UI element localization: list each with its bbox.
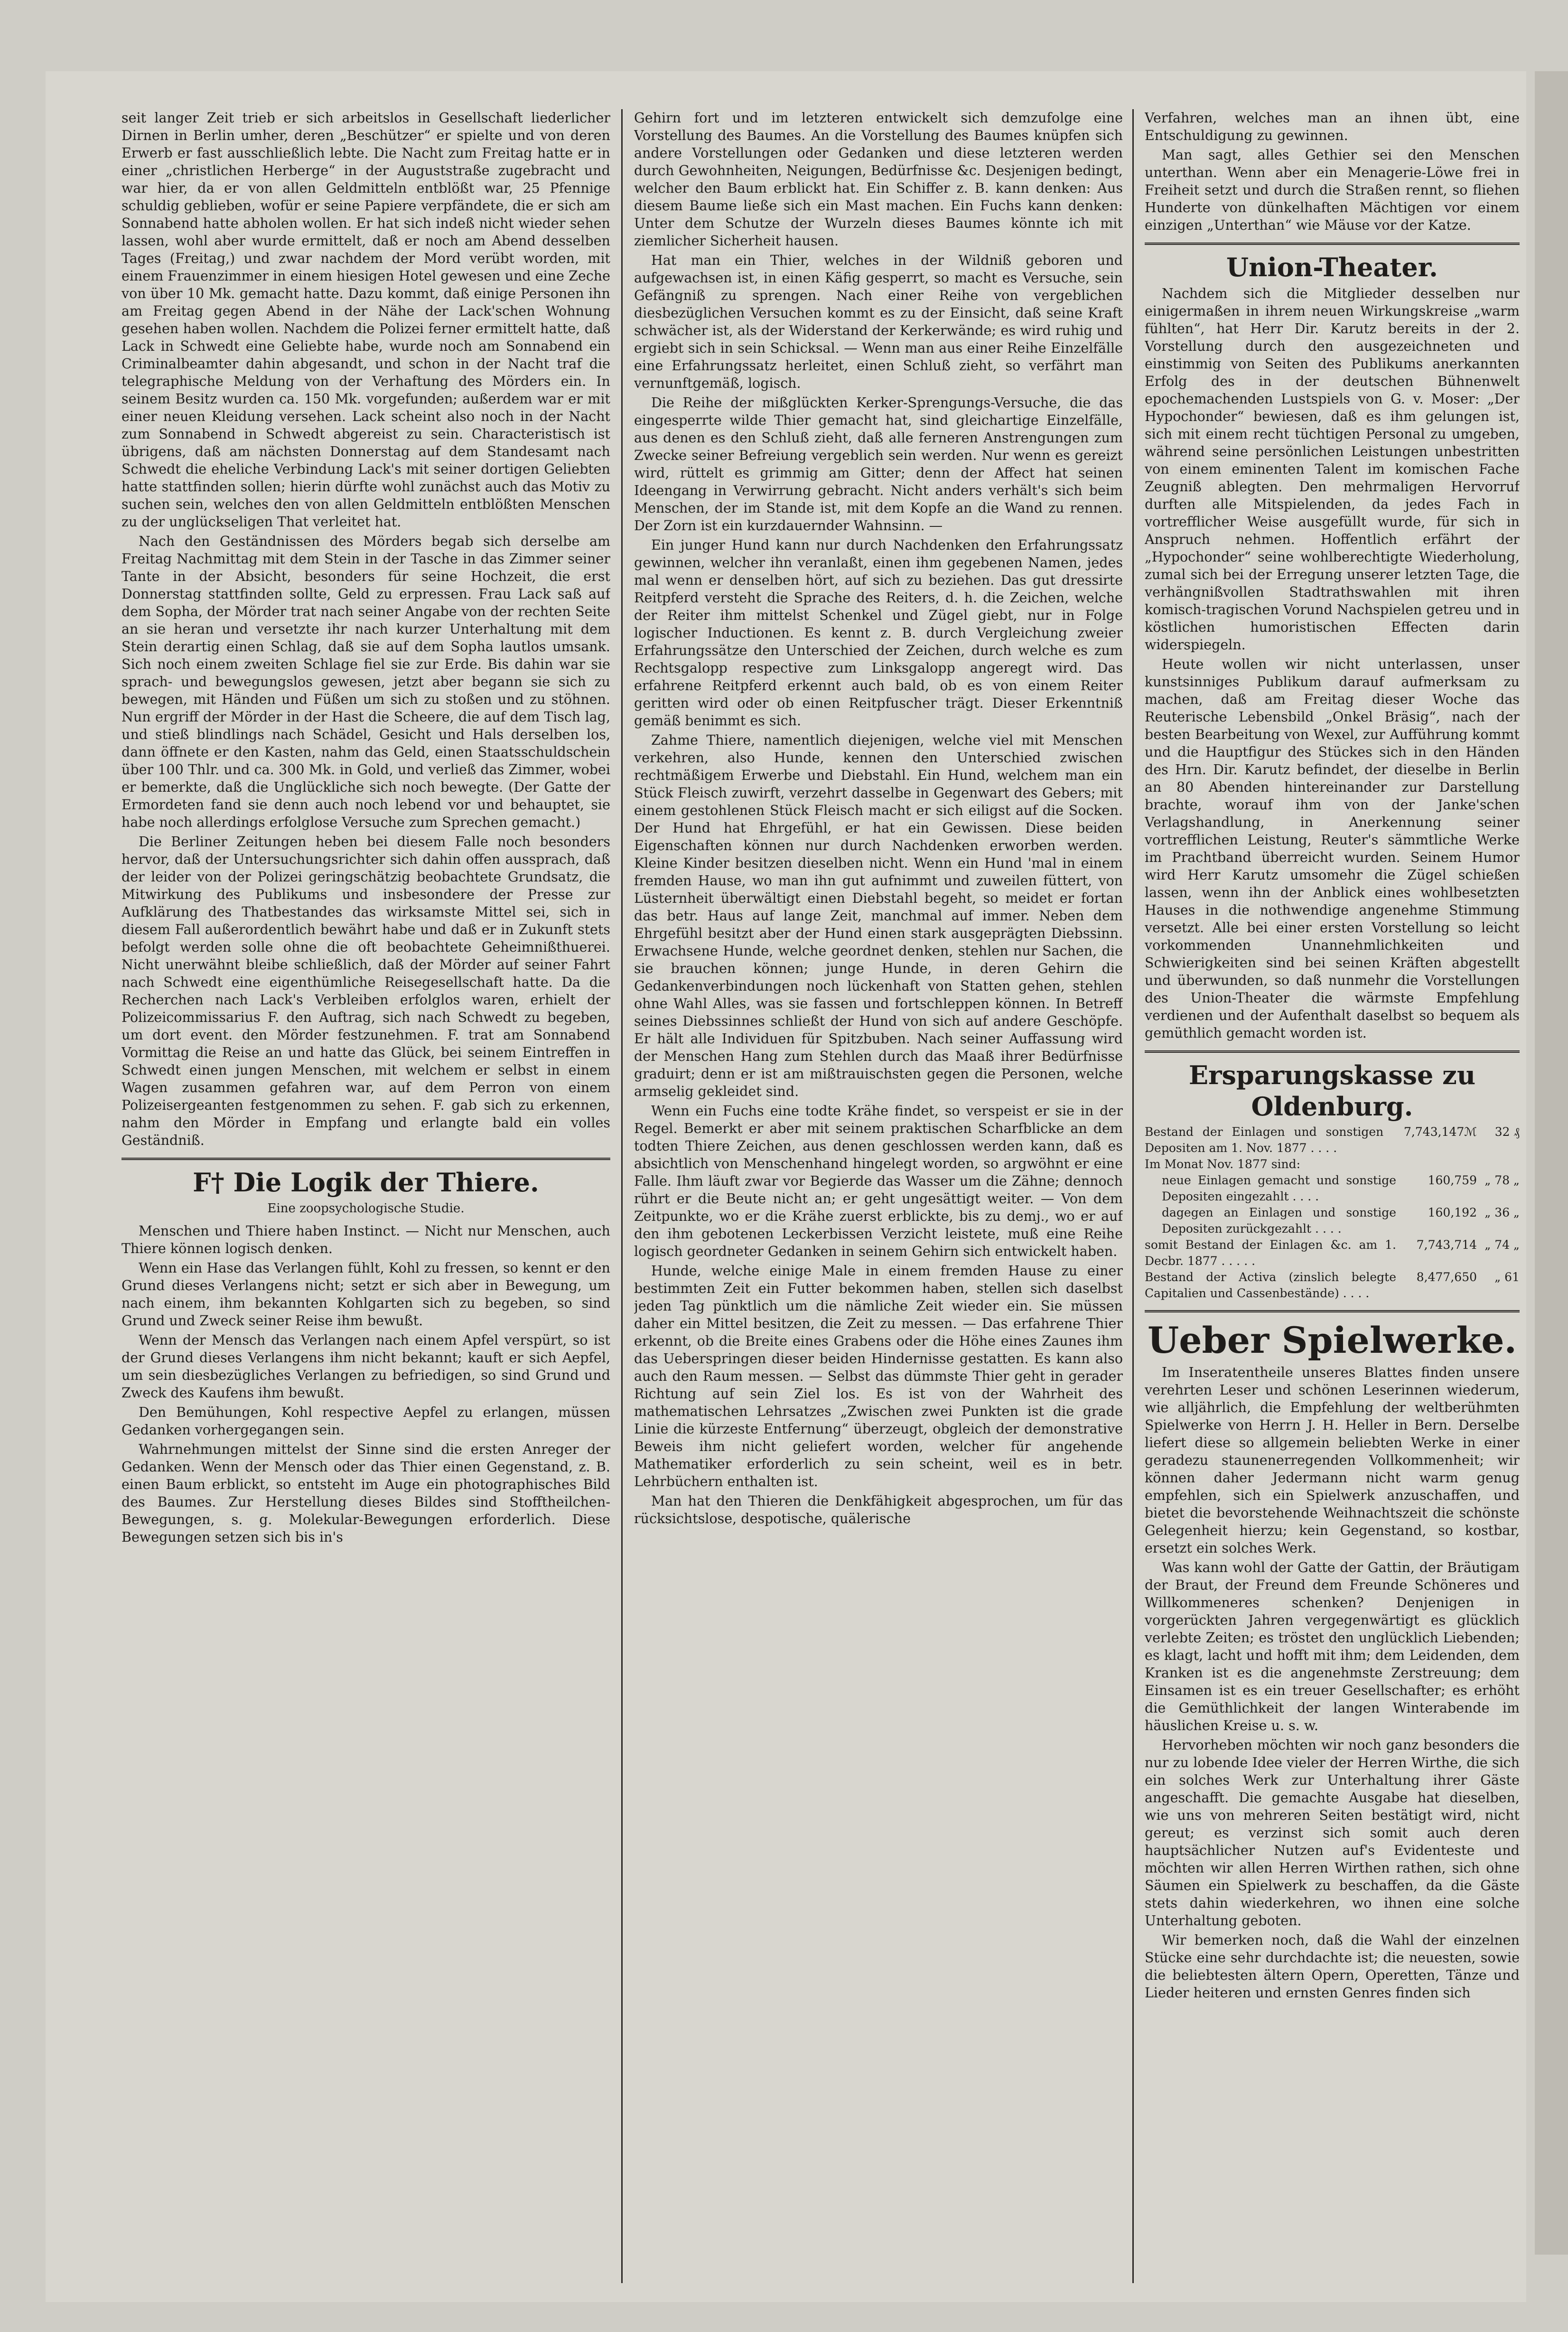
article-title-spielwerke: Ueber Spielwerke.	[1147, 1319, 1517, 1361]
statement-amount: 8,477,650	[1416, 1270, 1477, 1284]
paragraph: Hervorheben möchten wir noch ganz besonders die nur zu lobende Idee vieler der Herren Wirthe, die sich ein solches Werk zur Unterhaltung ihrer Gäste angeschafft. Die gemachte Ausgabe hat dieselben, wie uns von mehreren Seiten bestätigt wird, nicht gereut; es verzinst sich somit auch deren hauptsächlicher Nutzen auf's Evidenteste und möchten wir allen Herren Wirthen rathen, sich ohne Säumen ein Spielwerk zu beschaffen, da die Gäste stets dahin wiederkehren, wo ihnen eine solche Unterhaltung geboten.	[1145, 1737, 1520, 1929]
paragraph: Den Bemühungen, Kohl respective Aepfel zu erlangen, müssen Gedanken vorhergegangen sein.	[121, 1405, 610, 1438]
section-divider	[1145, 1050, 1520, 1053]
paragraph: Im Inseratentheile unseres Blattes finden unsere verehrten Leser und schönen Leserinnen wiederum, wie alljährlich, die Empfehlung der weltberühmten Spielwerke von Herrn J. H. Heller in Bern. Derselbe liefert diese so allgemein beliebten Werke in einer geradezu staunenerregenden Vollkommenheit; wir können daher Jedermann nicht warm genug empfehlen, sich ein Spielwerk anzuschaffen, und bietet die bevorstehende Weihnachtszeit die schönste Gelegenheit hierzu; kein Gegenstand, so kostbar, ersetzt ein solches Werk.	[1145, 1365, 1520, 1556]
article-subtitle: Eine zoopsychologische Studie.	[267, 1201, 465, 1216]
article-title-logik: F† Die Logik der Thiere.	[193, 1167, 539, 1198]
statement-label: neue Einlagen gemacht und sonstige Depositen eingezahlt . . . .	[1162, 1173, 1396, 1203]
column-3	[1145, 109, 1520, 2283]
paragraph: Wir bemerken noch, daß die Wahl der einzelnen Stücke eine sehr durchdachte ist; die neuesten, sowie die beliebtesten ältern Opern, Operetten, Tänze und Lieder heiteren und ernsten Genres finden sich	[1145, 1932, 1520, 2001]
statement-amount: 160,192	[1428, 1206, 1477, 1219]
newspaper-page	[46, 71, 1526, 2302]
paragraph: Man sagt, alles Gethier sei den Menschen unterthan. Wenn aber ein Menagerie-Löwe frei in Freiheit setzt und durch die Straßen rennt, so fliehen Hunderte von dünkelhaften Mächtigen vor einem einzigen „Unterthan“ wie Mäuse vor der Katze.	[1145, 147, 1520, 233]
statement-label: somit Bestand der Einlagen &c. am 1. Decbr. 1877 . . . . .	[1145, 1238, 1396, 1268]
column-1	[121, 109, 610, 2283]
page-edge	[1535, 71, 1568, 2255]
paragraph: Gehirn fort und im letzteren entwickelt sich demzufolge eine Vorstellung des Baumes. An die Vorstellung des Baumes knüpfen sich andere Vorstellungen oder Gedanken und diese letzteren werden durch Gewohnheiten, Neigungen, Bedürfnisse &c. Desjenigen bedingt, welcher den Baum erblickt hat. Ein Schiffer z. B. kann denken: Aus diesem Baume ließe sich ein Mast machen. Ein Fuchs kann denken: Unter dem Schutze der Wurzeln dieses Baumes könnte ich mit ziemlicher Sicherheit hausen.	[634, 110, 1123, 249]
section-divider	[121, 1158, 610, 1160]
paragraph: Die Berliner Zeitungen heben bei diesem Falle noch besonders hervor, daß der Untersuchungsrichter sich dahin offen aussprach, daß der leider von der Polizei geringschätzig beobachtete Grundsatz, die Mitwirkung des Publikums und insbesondere der Presse zur Aufklärung des Thatbestandes das wirksamste Mittel sei, sich in diesem Fall außerordentlich bewährt habe und daß er in Zukunft stets befolgt werden solle ohne die oft beobachtete Geheimnißthuerei. Nicht unerwähnt bleibe schließlich, daß der Mörder auf seiner Fahrt nach Schwedt eine eigenthümliche Reisegesellschaft hatte. Da die Recherchen nach Lack's Verbleiben erfolglos waren, erhielt der Polizeicommissarius F. den Auftrag, sich nach Schwedt zu begeben, um dort event. den Mörder festzunehmen. F. trat am Sonnabend Vormittag die Reise an und hatte das Glück, bei seinem Eintreffen in Schwedt einen jungen Menschen, mit welchem er selbst in einem Wagen zusammen gefahren war, auf dem Perron von einem Polizeisergeanten festgenommen zu sehen. F. gab sich zu erkennen, nahm den Mörder in Empfang und erlangte bald ein volles Geständniß.	[121, 834, 610, 1148]
statement-row	[1145, 1269, 1520, 1302]
paragraph: Die Reihe der mißglückten Kerker-Sprengungs-Versuche, die das eingesperrte wilde Thier gemacht hat, sind gleichartige Einzelfälle, aus denen es den Schluß zieht, daß alle ferneren Anstrengungen zum Zwecke seiner Befreiung vergeblich sein werden. Nur wenn es gereizt wird, rüttelt es grimmig am Gitter; denn der Affect hat seinen Ideengang in Verwirrung gebracht. Nicht anders verhält's sich beim Menschen, der im Stande ist, mit dem Kopfe an die Wand zu rennen. Der Zorn ist ein kurzdauernder Wahnsinn. —	[634, 395, 1123, 534]
paragraph: Ein junger Hund kann nur durch Nachdenken den Erfahrungssatz gewinnen, welcher ihn veranlaßt, einen ihm gegebenen Namen, jedes mal wenn er denselben hört, auf sich zu beziehen. Das gut dressirte Reitpferd versteht die Sprache des Reiters, d. h. die Zeichen, welche der Reiter ihm mittelst Schenkel und Zügel giebt, nur in Folge logischer Inductionen. Es kennt z. B. durch Vergleichung zweier Erfahrungssätze den Unterschied der Zeichen, durch welche es zum Rechtsgalopp respective zum Linksgalopp angeregt wird. Das erfahrene Reitpferd erkennt auch bald, ob es von einem Reiter geritten wird oder ob einen Reitpfuscher trägt. Dieser Erkenntniß gemäß benimmt es sich.	[634, 537, 1123, 729]
article-title-union: Union-Theater.	[1226, 252, 1438, 282]
statement-cents: 32 ₰	[1494, 1125, 1520, 1139]
section-divider	[1145, 1310, 1520, 1312]
paragraph: Hunde, welche einige Male in einem fremden Hause zu einer bestimmten Zeit ein Futter bekommen haben, stellen sich daselbst jeden Tag pünktlich um die nämliche Zeit wieder ein. Sie müssen daher ein Mittel besitzen, die Zeit zu messen. — Das erfahrene Thier erkennt, ob die Breite eines Grabens oder die Höhe eines Zaunes ihm das Ueberspringen dieser beiden Hindernisse gestatten. Es kann also auch den Raum messen. — Selbst das dümmste Thier geht in gerader Richtung auf sein Ziel los. Es ist von der Wahrheit des mathematischen Lehrsatzes „Zwischen zwei Punkten ist die grade Linie die kürzeste Entfernung“ überzeugt, obgleich der demonstrative Beweis ihm nicht geliefert worden, welcher für angehende Mathematiker erforderlich zu sein scheint, weil es in betr. Lehrbüchern enthalten ist.	[634, 1263, 1123, 1489]
paragraph: Man hat den Thieren die Denkfähigkeit abgesprochen, um für das rücksichtslose, despotische, quälerische	[634, 1493, 1123, 1527]
column-2	[634, 109, 1123, 2283]
paragraph: Wenn ein Fuchs eine todte Krähe findet, so verspeist er sie in der Regel. Bemerkt er aber mit seinem praktischen Scharfblicke an dem todten Thiere Zeichen, aus denen geschlossen werden kann, daß es absichtlich von Menschenhand hingelegt worden, so argwöhnt er eine Falle. Ihm läuft zwar vor Begierde das Wasser um die Zähne; dennoch rührt er die Beute nicht an; er geht ungesättigt weiter. — Von dem Zeitpunkte, wo er die Krähe zuerst erblickte, bis zu demj., wo er auf den ihm gebotenen Leckerbissen Verzicht leistete, muß eine Reihe logisch geordneter Gedanken in seinem Gehirn sich entwickelt haben.	[634, 1103, 1123, 1259]
statement-amount	[1396, 1156, 1477, 1172]
paragraph: seit langer Zeit trieb er sich arbeitslos in Gesellschaft liederlicher Dirnen in Berlin umher, deren „Beschützer“ er spielte und von deren Erwerb er fast ausschließlich lebte. Die Nacht zum Freitag hatte er in einer „christlichen Herberge“ in der Auguststraße zugebracht und war hier, da er von allen Geldmitteln entblößt war, 25 Pfennige schuldig geblieben, wofür er seine Papiere verpfändete, die er sich am Sonnabend hatte abholen wollen. Er hat sich indeß nicht wieder sehen lassen, wohl aber wurde ermittelt, daß er noch am Abend desselben Tages (Freitag,) und zwar nachdem der Mord verübt worden, mit einem Frauenzimmer in einem hiesigen Hotel gewesen und eine Zeche von über 10 Mk. gemacht hatte. Dazu kommt, daß einige Personen ihn am Freitag gegen Abend in der Nähe der Lack'schen Wohnung gesehen haben wollen. Nachdem die Polizei ferner ermittelt hatte, daß Lack in Schwedt eine Geliebte habe, wurde noch am Sonnabend ein Criminalbeamter dahin abgesandt, und schon in der Nacht traf die telegraphische Meldung von der Verhaftung des Mörders ein. In seinem Besitz wurden ca. 150 Mk. vorgefunden; außerdem war er mit einer neuen Kleidung versehen. Lack scheint also noch in der Nacht zum Sonnabend in Schwedt abgereist zu sein. Characteristisch ist übrigens, daß am nächsten Donnerstag auf dem Standesamt nach Schwedt die eheliche Verbindung Lack's mit seiner dortigen Geliebten hatte stattfinden sollen; hierin dürfte wohl zunächst auch das Motiv zu suchen sein, welches den von allen Geldmitteln entblößten Menschen zu der unglückseligen That verleitet hat.	[121, 110, 610, 530]
statement-cents	[1477, 1156, 1520, 1172]
statement-amount: 7,743,714	[1416, 1238, 1477, 1252]
statement-label: Im Monat Nov. 1877 sind:	[1145, 1157, 1301, 1171]
statement-unit: ℳ	[1464, 1125, 1477, 1139]
statement-label: Bestand der Activa (zinslich belegte Capitalien und Cassenbestände) . . . .	[1145, 1270, 1396, 1300]
statement-row	[1145, 1124, 1520, 1156]
statement-cents: „ 78 „	[1484, 1173, 1520, 1187]
statement-row	[1145, 1237, 1520, 1269]
statement-label: dagegen an Einlagen und sonstige Depositen zurückgezahlt . . . .	[1162, 1206, 1396, 1236]
statement-row	[1145, 1156, 1520, 1172]
column-rule	[621, 109, 623, 2283]
sparkasse-statement	[1145, 1124, 1520, 1302]
column-rule	[1132, 109, 1134, 2283]
paragraph: Wenn der Mensch das Verlangen nach einem Apfel verspürt, so ist der Grund dieses Verlangens ihm nicht bekannt; kauft er sich Aepfel, um sein diesbezügliches Verlangen zu befriedigen, so sind Grund und Zweck des Kaufens ihm bewußt.	[121, 1332, 610, 1401]
statement-row	[1145, 1172, 1520, 1205]
statement-cents: „ 74 „	[1484, 1238, 1520, 1252]
statement-row	[1145, 1205, 1520, 1237]
paragraph: Was kann wohl der Gatte der Gattin, der Bräutigam der Braut, der Freund dem Freunde Schöneres und Willkommeneres schenken? Denjenigen in vorgerückten Jahren vergegenwärtigt es glücklich verlebte Zeiten; es tröstet den unglücklich Liebenden; es klagt, lacht und hofft mit ihm; dem Leidenden, dem Kranken ist es die angenehmste Zerstreuung; dem Einsamen ist es ein treuer Gesellschafter; es erhöht die Gemüthlichkeit der langen Winterabende im häuslichen Kreise u. s. w.	[1145, 1560, 1520, 1733]
paragraph: Zahme Thiere, namentlich diejenigen, welche viel mit Menschen verkehren, also Hunde, kennen den Unterschied zwischen rechtmäßigem Erwerbe und Diebstahl. Ein Hund, welchem man ein Stück Fleisch zuwirft, verzehrt dasselbe in Gegenwart des Gebers; mit einem gestohlenen Stück Fleisch macht er sich eiligst auf die Socken. Der Hund hat Ehrgefühl, er hat ein Gewissen. Diese beiden Eigenschaften können nur durch Nachdenken erworben werden. Kleine Kinder besitzen dieselben nicht. Wenn ein Hund 'mal in einem fremden Hause, wo man ihn gut aufnimmt und zuweilen füttert, von Lüsternheit überwältigt einen Diebstahl begeht, so meidet er fortan das betr. Haus auf lange Zeit, manchmal auf immer. Neben dem Ehrgefühl besitzt aber der Hund einen stark ausgeprägten Diebssinn. Erwachsene Hunde, welche geordnet denken, stehlen nur Sachen, die sie brauchen können; junge Hunde, in deren Gehirn die Gedankenverbindungen noch lückenhaft von Statten gehen, stehlen ohne Wahl Alles, was sie fassen und fortschleppen können. In Betreff seines Diebssinnes schließt der Hund von sich auf andere Geschöpfe. Er hält alle Individuen für Spitzbuben. Nach seiner Auffassung wird der Menschen Hang zum Stehlen durch das Maaß ihrer Bedürfnisse graduirt; denn er ist am mißtrauischsten gegen die Personen, welche armselig gekleidet sind.	[634, 732, 1123, 1099]
paragraph: Hat man ein Thier, welches in der Wildniß geboren und aufgewachsen ist, in einen Käfig gesperrt, so macht es Versuche, sein Gefängniß zu sprengen. Nach einer Reihe von vergeblichen diesbezüglichen Versuchen kommt es zu der Einsicht, daß seine Kraft schwächer ist, als der Widerstand der Kerkerwände; es wird ruhig und ergiebt sich in sein Schicksal. — Wenn man aus einer Reihe Einzelfälle eine Erfahrungssatz herleitet, einen Schluß zieht, so verfährt man vernunftgemäß, logisch.	[634, 253, 1123, 391]
statement-amount: 7,743,147	[1404, 1125, 1465, 1139]
sparkasse-title: Ersparungskasse zu Oldenburg.	[1188, 1060, 1476, 1122]
paragraph: Nachdem sich die Mitglieder desselben nur einigermaßen in ihrem neuen Wirkungskreise „warm fühlten“, hat Herr Dir. Karutz bereits in der 2. Vorstellung durch den ausgezeichneten und einstimmig von Seiten des Publikums anerkannten Erfolg des in der deutschen Bühnenwelt epochemachenden Lustspiels von G. v. Moser: „Der Hypochonder“ bewiesen, daß es ihm gelungen ist, sich mit einem recht tüchtigen Personal zu umgeben, während seine persönlichen Leistungen unbestritten von einem eminenten Talent im komischen Fache Zeugniß ablegten. Den mehrmaligen Hervorruf durften alle Mitspielenden, da jedes Fach in vortrefflicher Weise ausgefüllt wurde, für sich in Anspruch nehmen. Hoffentlich erfährt der „Hypochonder“ seine wohlberechtigte Wiederholung, zumal sich bei der Erregung unserer letzten Tage, die verhängnißvollen Stadtrathswahlen mit ihren komisch-tragischen Vorund Nachspielen getreu und in köstlichen humoristischen Effecten darin widerspiegeln.	[1145, 286, 1520, 653]
paragraph: Menschen und Thiere haben Instinct. — Nicht nur Menschen, auch Thiere können logisch denken.	[121, 1223, 610, 1256]
paragraph: Nach den Geständnissen des Mörders begab sich derselbe am Freitag Nachmittag mit dem Stein in der Tasche in das Zimmer seiner Tante in der Absicht, besonders für seine Hochzeit, die erst Donnerstag stattfinden sollte, Geld zu erpressen. Frau Lack saß auf dem Sopha, der Mörder trat nach seiner Angabe von der rechten Seite an sie heran und versetzte ihr nach kurzer Unterhaltung mit dem Stein derartig einen Schlag, daß sie auf dem Sopha lautlos umsank. Sich noch einem zweiten Schlage fiel sie zur Erde. Bis dahin war sie sprach- und bewegungslos gewesen, jetzt aber begann sie sich zu bewegen, mit Händen und Füßen um sich zu stoßen und zu stöhnen. Nun ergriff der Mörder in der Hast die Scheere, die auf dem Tisch lag, und stieß blindlings nach Schädel, Gesicht und Hals derselben los, dann öffnete er den Kasten, nahm das Geld, einen Staatsschuldschein über 100 Thlr. und ca. 300 Mk. in Gold, und verließ das Zimmer, wobei er bemerkte, daß die Unglückliche sich noch bewegte. (Der Gatte der Ermordeten fand sie denn auch noch lebend vor und behauptet, sie habe noch allerdings erfolglose Versuche zum Sprechen gemacht.)	[121, 534, 610, 830]
paragraph: Wahrnehmungen mittelst der Sinne sind die ersten Anreger der Gedanken. Wenn der Mensch oder das Thier einen Gegenstand, z. B. einen Baum erblickt, so entsteht im Auge ein photographisches Bild des Baumes. Zur Herstellung dieses Bildes sind Stofftheilchen-Bewegungen, s. g. Molekular-Bewegungen erforderlich. Diese Bewegungen setzen sich bis in's	[121, 1442, 610, 1545]
statement-cents: „ 61	[1494, 1270, 1520, 1284]
statement-amount: 160,759	[1428, 1173, 1477, 1187]
paragraph: Heute wollen wir nicht unterlassen, unser kunstsinniges Publikum darauf aufmerksam zu machen, daß am Freitag dieser Woche das Reuterische Lebensbild „Onkel Bräsig“, nach der besten Bearbeitung von Wexel, zur Aufführung kommt und die Hauptfigur des Stückes sich in den Händen des Hrn. Dir. Karutz befindet, der dieselbe in Berlin an 80 Abenden hintereinander zur Darstellung brachte, worauf ihm von der Janke'schen Verlagshandlung, in Anerkennung seiner vortrefflichen Leistung, Reuter's sämmtliche Werke im Prachtband überreicht wurden. Seinem Humor wird Herr Karutz umsomehr die Zügel schießen lassen, wenn ihn der Anblick eines wohlbesetzten Hauses in die nothwendige angenehme Stimmung versetzt. Alle bei einer ersten Vorstellung so leicht vorkommenden Unannehmlichkeiten und Schwierigkeiten sind bei seinen Kräften abgestellt und überwunden, so daß nunmehr die Vorstellungen des Union-Theater die wärmste Empfehlung verdienen und der Aufenthalt daselbst so bequem als gemüthlich gemacht worden ist.	[1145, 656, 1520, 1041]
paragraph: Wenn ein Hase das Verlangen fühlt, Kohl zu fressen, so kennt er den Grund dieses Verlangens nicht; setzt er sich aber in Bewegung, um nach einem, ihm bekannten Kohlgarten sich zu begeben, so sind Grund und Zweck seiner Reise ihm bewußt.	[121, 1260, 610, 1329]
paragraph: Verfahren, welches man an ihnen übt, eine Entschuldigung zu gewinnen.	[1145, 110, 1520, 143]
statement-label: Bestand der Einlagen und sonstigen Depositen am 1. Nov. 1877 . . . .	[1145, 1125, 1384, 1155]
statement-cents: „ 36 „	[1484, 1206, 1520, 1219]
section-divider	[1145, 243, 1520, 245]
